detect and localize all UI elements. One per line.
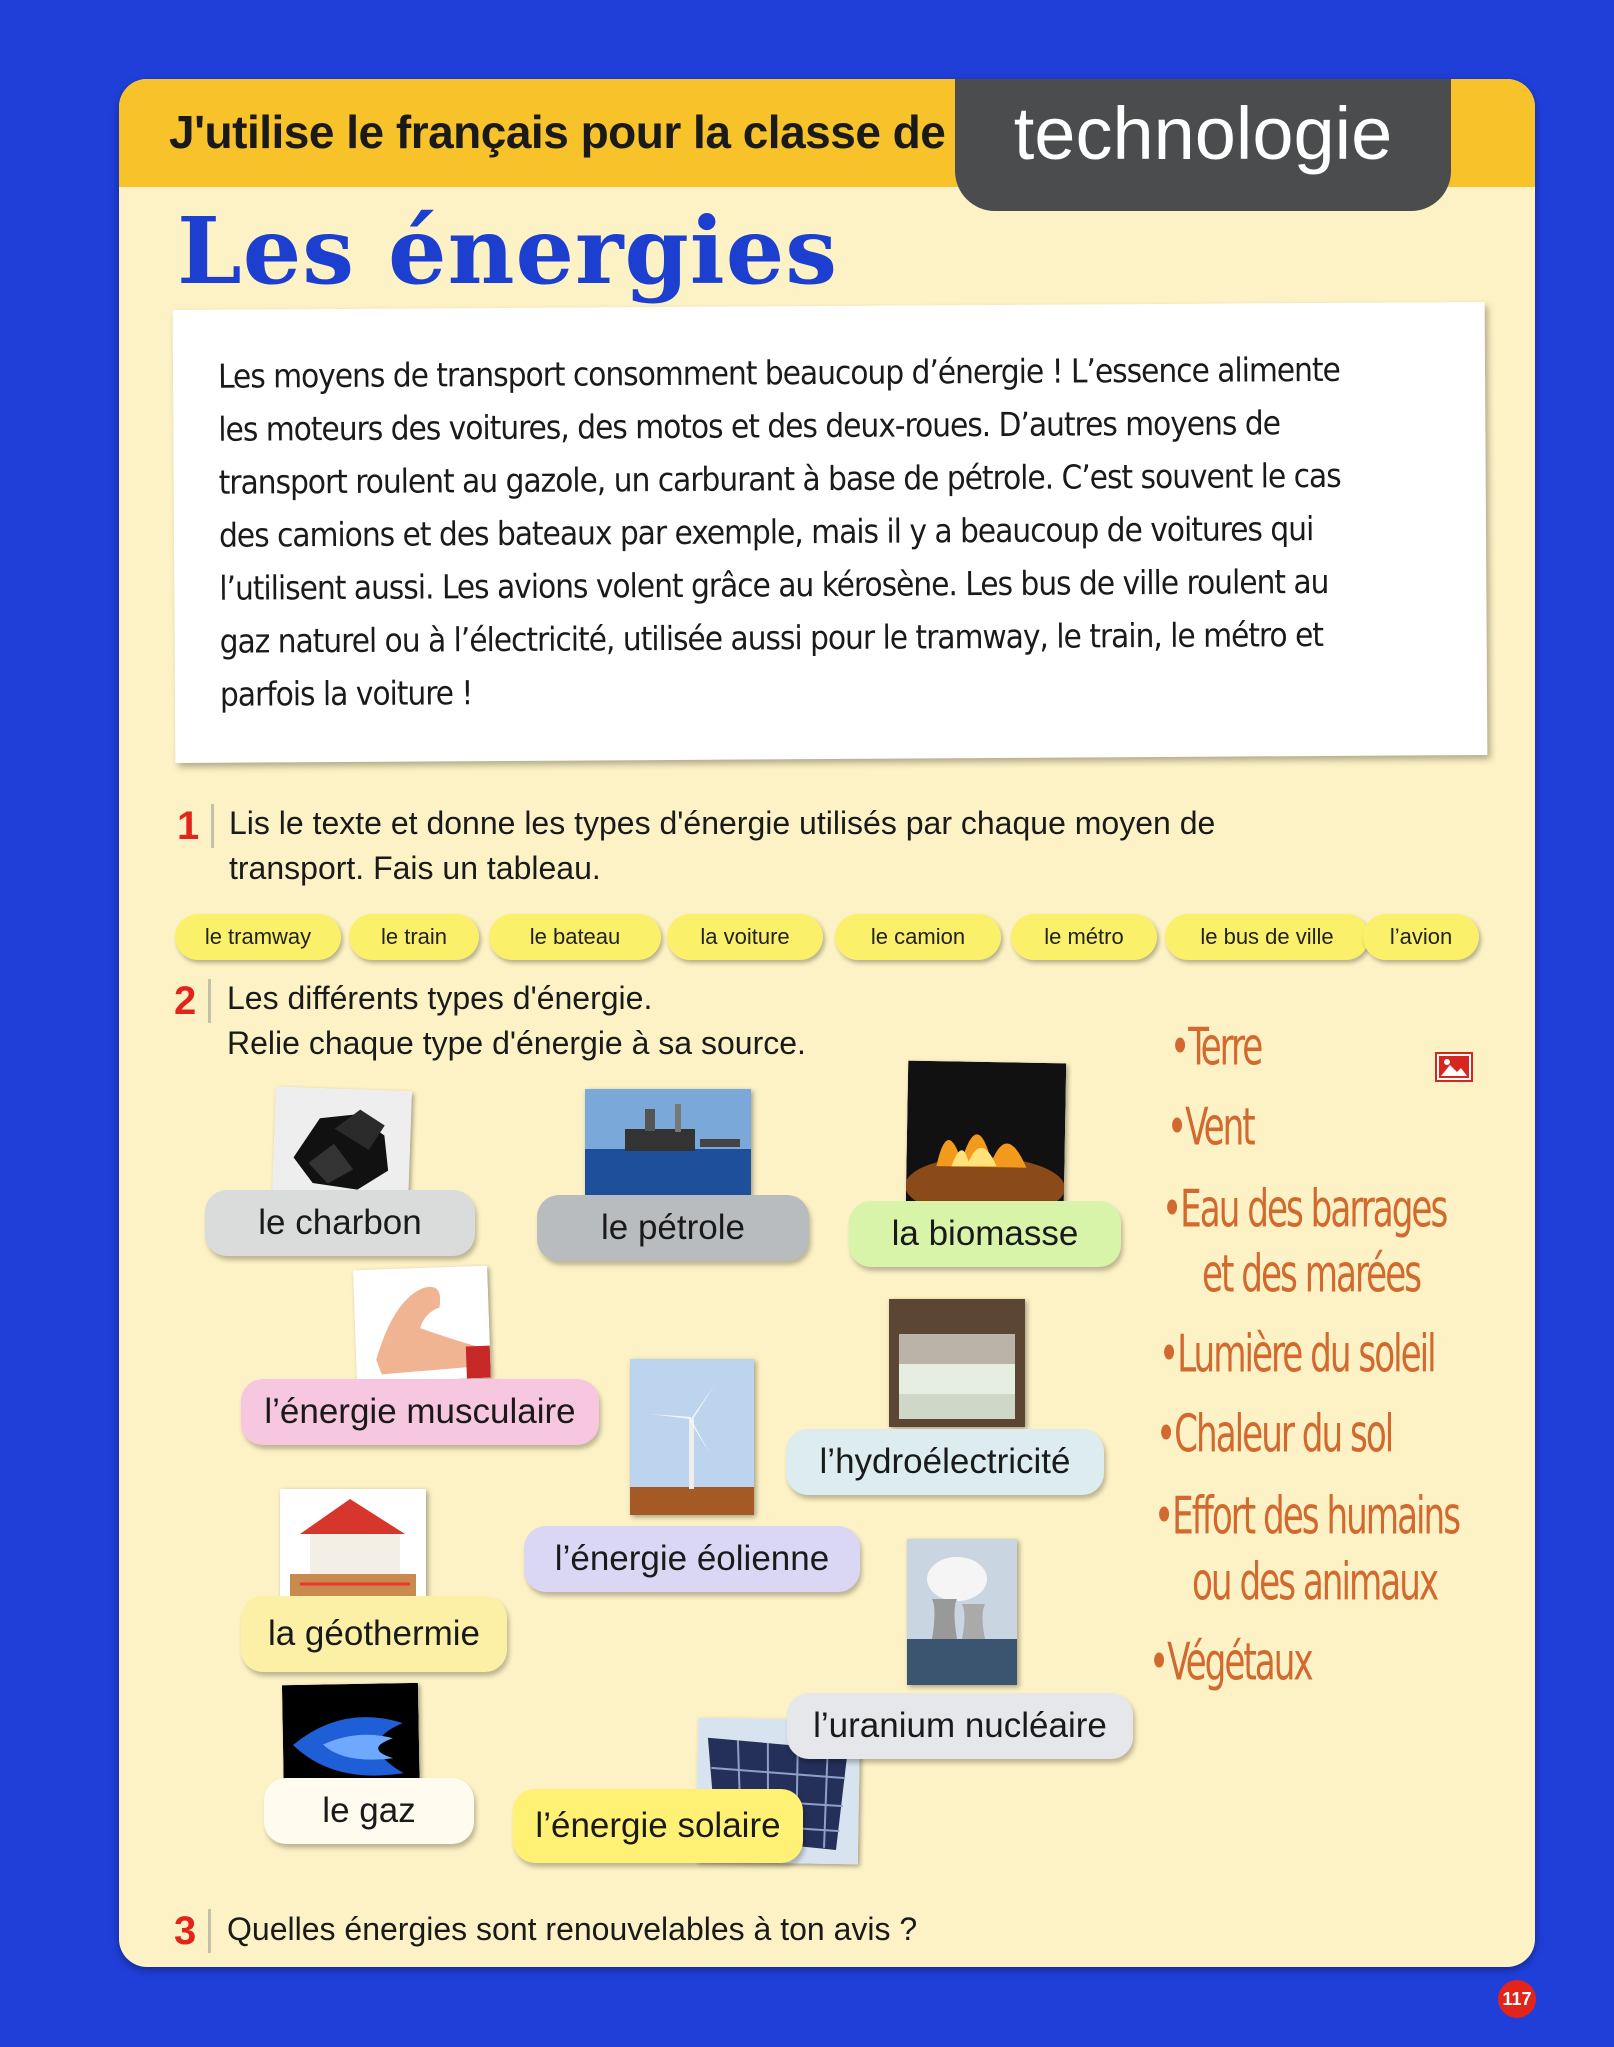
muscle-arm-photo	[353, 1266, 491, 1383]
question-3-number: 3	[174, 1909, 211, 1953]
coal-photo	[272, 1087, 412, 1204]
transport-chip-bus: le bus de ville	[1165, 914, 1369, 960]
energy-label-musculaire: l’énergie musculaire	[241, 1379, 599, 1445]
page-title: Les énergies	[177, 197, 839, 305]
transport-chip-tramway: le tramway	[175, 914, 341, 960]
question-3-text: Quelles énergies sont renouvelables à ton avis ?	[227, 1911, 918, 1947]
transport-chip-metro: le métro	[1011, 914, 1157, 960]
subject-tab: technologie	[955, 79, 1451, 211]
source-chaleur: •Chaleur du sol	[1156, 1404, 1393, 1464]
source-terre: •Terre	[1170, 1017, 1262, 1077]
source-eau-line-2: et des marées	[1202, 1244, 1421, 1304]
page-number: 117	[1498, 1980, 1536, 2018]
wind-turbine-photo	[630, 1359, 754, 1515]
transport-chip-bateau: le bateau	[489, 914, 661, 960]
worksheet-page	[119, 79, 1535, 1967]
source-eau-line-1: •Eau des barrages	[1162, 1179, 1447, 1239]
energy-label-eolienne: l’énergie éolienne	[524, 1526, 860, 1592]
source-effort-line-1: •Effort des humains	[1154, 1486, 1460, 1546]
source-lumiere: •Lumière du soleil	[1159, 1324, 1435, 1384]
energy-label-solaire: l’énergie solaire	[513, 1789, 803, 1863]
transport-chip-train: le train	[349, 914, 479, 960]
energy-label-geothermie: la géothermie	[241, 1596, 507, 1672]
header-prefix: J'utilise le français pour la classe de	[169, 106, 946, 158]
transport-chip-voiture: la voiture	[667, 914, 823, 960]
image-icon[interactable]	[1435, 1052, 1473, 1082]
energy-label-petrole: le pétrole	[537, 1195, 809, 1261]
transport-chip-camion: le camion	[835, 914, 1001, 960]
energy-label-hydro: l’hydroélectricité	[786, 1429, 1104, 1495]
energy-label-gaz: le gaz	[264, 1778, 474, 1844]
energy-label-charbon: le charbon	[205, 1190, 475, 1256]
source-vegetaux: •Végétaux	[1149, 1632, 1312, 1692]
oil-platform-photo	[585, 1089, 751, 1195]
source-effort-line-2: ou des animaux	[1192, 1552, 1438, 1612]
transport-chip-avion: l’avion	[1363, 914, 1479, 960]
energy-label-biomasse: la biomasse	[849, 1201, 1121, 1267]
source-vent: •Vent	[1167, 1097, 1254, 1157]
question-1-number: 1	[177, 804, 214, 848]
geothermal-house-photo	[280, 1489, 426, 1601]
energy-label-uranium: l’uranium nucléaire	[787, 1693, 1133, 1759]
question-2-line-2: Relie chaque type d'énergie à sa source.	[227, 1025, 806, 1061]
question-2-number: 2	[174, 979, 211, 1023]
biomass-fire-photo	[906, 1061, 1066, 1206]
dam-photo	[889, 1299, 1025, 1427]
reading-text-box	[173, 302, 1488, 763]
reading-text: Les moyens de transport consomment beaucoup d’énergie ! L’essence alimente les moteurs des voitures, des motos et des deux-roues. D’autres moyens de transport roulent au gazole, un carburant à base de pétrole. C’est souvent le cas des camions et des bateaux par exemple, mais il y a beaucoup de voitures qui l’utilisent aussi. Les avions volent grâce au kérosène. Les bus de ville roulent au gaz naturel ou à l’électricité, utilisée aussi pour le tramway, le train, le métro et parfois la voiture !	[217, 349, 1341, 714]
nuclear-plant-photo	[907, 1539, 1017, 1685]
question-2-line-1: Les différents types d'énergie.	[227, 980, 653, 1016]
question-1-text: Lis le texte et donne les types d'énergie utilisés par chaque moyen de transport. Fais un tableau.	[229, 805, 1216, 886]
